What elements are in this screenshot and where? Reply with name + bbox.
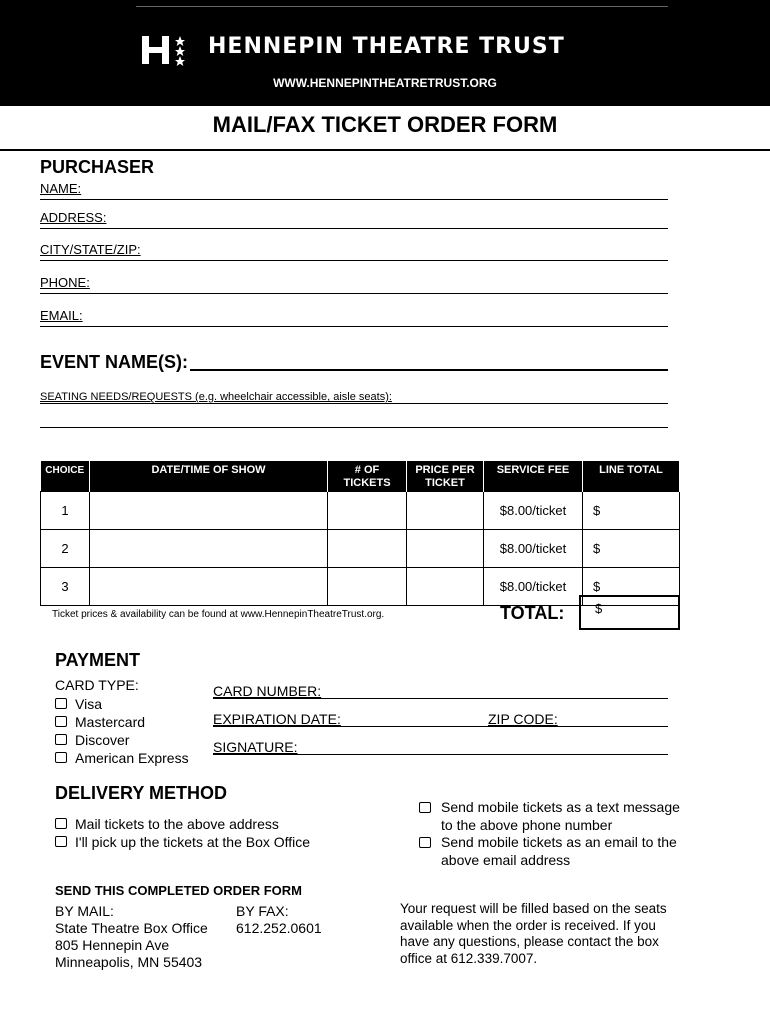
delivery-email-option[interactable] bbox=[419, 833, 681, 869]
website-url: WWW.HENNEPINTHEATRETRUST.ORG bbox=[273, 76, 497, 90]
card-number-field[interactable] bbox=[213, 682, 668, 699]
pricing-note: Ticket prices & availability can be found at www.HennepinTheatreTrust.org. bbox=[52, 609, 385, 620]
total-field[interactable] bbox=[579, 595, 680, 630]
mail-line: 805 Hennepin Ave bbox=[55, 937, 170, 953]
checkbox-icon[interactable] bbox=[55, 734, 67, 745]
email-option-label: Send mobile tickets as an email to the above email address bbox=[441, 834, 677, 868]
address-field[interactable] bbox=[40, 210, 668, 229]
phone-label: PHONE: bbox=[40, 275, 90, 290]
delivery-text-option[interactable] bbox=[419, 798, 681, 834]
line-total-cell[interactable]: $ bbox=[583, 492, 680, 530]
card-number-label: CARD NUMBER: bbox=[213, 683, 322, 699]
seating-requests-line[interactable] bbox=[40, 427, 668, 428]
delivery-pickup-option[interactable] bbox=[55, 833, 310, 851]
col-line-total: LINE TOTAL bbox=[583, 461, 680, 492]
num-tickets-cell[interactable] bbox=[328, 492, 407, 530]
visa-label: Visa bbox=[75, 696, 102, 712]
fax-number: 612.252.0601 bbox=[236, 920, 322, 936]
email-label: EMAIL: bbox=[40, 308, 83, 323]
line-total-cell[interactable]: $ bbox=[583, 530, 680, 568]
send-heading: SEND THIS COMPLETED ORDER FORM bbox=[55, 883, 303, 898]
col-price-per-ticket: PRICE PER TICKET bbox=[407, 461, 484, 492]
mail-line: State Theatre Box Office bbox=[55, 920, 208, 936]
total-value: $ bbox=[595, 601, 603, 616]
mail-address-block bbox=[55, 903, 208, 971]
total-label: TOTAL: bbox=[500, 603, 565, 623]
num-tickets-cell[interactable] bbox=[328, 568, 407, 606]
email-field[interactable] bbox=[40, 308, 668, 327]
hennepin-logo-icon bbox=[140, 32, 198, 68]
service-fee-cell: $8.00/ticket bbox=[484, 568, 583, 606]
card-type-discover[interactable] bbox=[55, 731, 129, 749]
by-fax-label: BY FAX: bbox=[236, 903, 289, 919]
col-service-fee: SERVICE FEE bbox=[484, 461, 583, 492]
discover-label: Discover bbox=[75, 732, 130, 748]
col-date-time: DATE/TIME OF SHOW bbox=[90, 461, 328, 492]
address-label: ADDRESS: bbox=[40, 210, 107, 225]
brand-name: HENNEPIN THEATRE TRUST bbox=[208, 34, 565, 59]
choice-cell: 1 bbox=[41, 492, 90, 530]
phone-field[interactable] bbox=[40, 275, 668, 294]
checkbox-icon[interactable] bbox=[55, 836, 67, 847]
mastercard-label: Mastercard bbox=[75, 714, 146, 730]
checkbox-icon[interactable] bbox=[55, 698, 67, 709]
name-field[interactable] bbox=[40, 181, 668, 200]
seating-requests-field[interactable] bbox=[40, 391, 668, 404]
amex-label: American Express bbox=[75, 750, 189, 766]
card-type-amex[interactable] bbox=[55, 749, 189, 767]
title-rule bbox=[0, 149, 770, 151]
price-cell[interactable] bbox=[407, 530, 484, 568]
pickup-option-label: I'll pick up the tickets at the Box Office bbox=[75, 834, 311, 850]
price-cell[interactable] bbox=[407, 492, 484, 530]
ticket-order-table bbox=[40, 461, 680, 606]
checkbox-icon[interactable] bbox=[419, 802, 431, 813]
expiration-field[interactable] bbox=[213, 710, 668, 727]
table-row bbox=[41, 492, 680, 530]
zip-code-label: ZIP CODE: bbox=[488, 711, 558, 727]
card-type-mastercard[interactable] bbox=[55, 713, 145, 731]
table-row bbox=[41, 530, 680, 568]
top-rule bbox=[136, 6, 668, 7]
service-fee-cell: $8.00/ticket bbox=[484, 492, 583, 530]
by-mail-label: BY MAIL: bbox=[55, 903, 114, 919]
checkbox-icon[interactable] bbox=[419, 837, 431, 848]
service-fee-cell: $8.00/ticket bbox=[484, 530, 583, 568]
signature-label: SIGNATURE: bbox=[213, 739, 298, 755]
city-state-zip-field[interactable] bbox=[40, 242, 668, 261]
delivery-heading: DELIVERY METHOD bbox=[55, 783, 228, 803]
payment-heading: PAYMENT bbox=[55, 650, 141, 670]
checkbox-icon[interactable] bbox=[55, 716, 67, 727]
checkbox-icon[interactable] bbox=[55, 818, 67, 829]
mail-line: Minneapolis, MN 55403 bbox=[55, 954, 203, 970]
signature-field[interactable] bbox=[213, 738, 668, 755]
order-note: Your request will be filled based on the seats available when the order is received. If you have any questions, please contact the box office at 612.339.7007. bbox=[400, 901, 667, 966]
fax-block bbox=[236, 903, 322, 937]
table-header-row bbox=[41, 461, 680, 492]
card-type-label: CARD TYPE: bbox=[55, 677, 139, 693]
event-name-input[interactable] bbox=[190, 369, 668, 371]
page-title: MAIL/FAX TICKET ORDER FORM bbox=[212, 112, 558, 137]
header-banner bbox=[0, 0, 770, 106]
date-time-cell[interactable] bbox=[90, 530, 328, 568]
col-num-tickets: # OF TICKETS bbox=[328, 461, 407, 492]
city-state-zip-label: CITY/STATE/ZIP: bbox=[40, 242, 141, 257]
date-time-cell[interactable] bbox=[90, 492, 328, 530]
event-name-heading: EVENT NAME(S): bbox=[40, 352, 188, 372]
name-label: NAME: bbox=[40, 181, 82, 196]
seating-requests-label: SEATING NEEDS/REQUESTS (e.g. wheelchair accessible, aisle seats): bbox=[40, 391, 392, 403]
purchaser-heading: PURCHASER bbox=[40, 157, 155, 177]
num-tickets-cell[interactable] bbox=[328, 530, 407, 568]
col-choice: CHOICE bbox=[41, 461, 90, 492]
choice-cell: 2 bbox=[41, 530, 90, 568]
mail-option-label: Mail tickets to the above address bbox=[75, 816, 279, 832]
choice-cell: 3 bbox=[41, 568, 90, 606]
expiration-label: EXPIRATION DATE: bbox=[213, 711, 341, 727]
price-cell[interactable] bbox=[407, 568, 484, 606]
date-time-cell[interactable] bbox=[90, 568, 328, 606]
card-type-visa[interactable] bbox=[55, 695, 102, 713]
text-option-label: Send mobile tickets as a text message to the above phone number bbox=[441, 799, 680, 833]
line-total-cell[interactable]: $ bbox=[583, 568, 680, 606]
delivery-mail-option[interactable] bbox=[55, 815, 279, 833]
checkbox-icon[interactable] bbox=[55, 752, 67, 763]
